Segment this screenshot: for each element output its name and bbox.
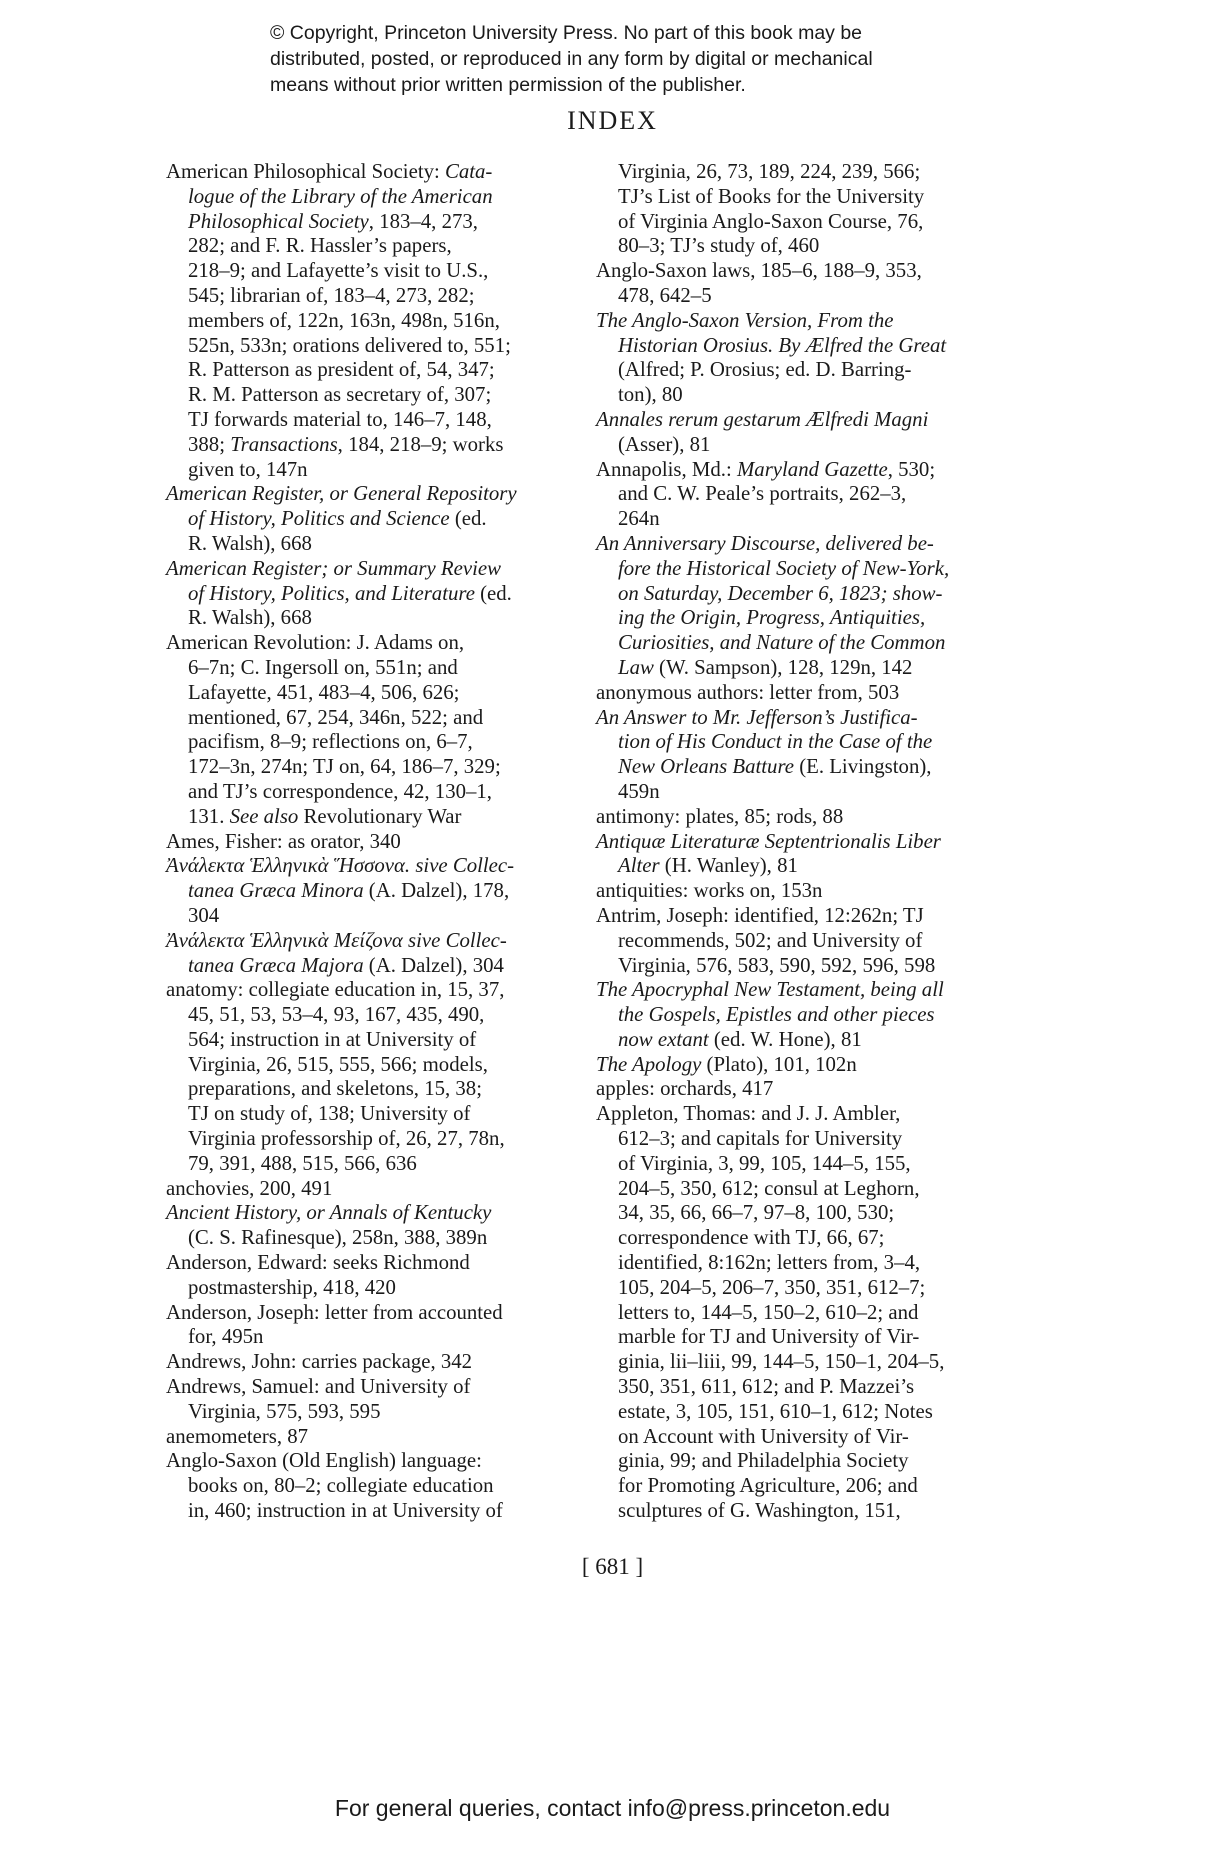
index-line-continuation: [166, 1499, 596, 1524]
index-line-continuation: [166, 582, 596, 607]
entry-text: American Revolution: J. Adams on,: [166, 631, 465, 655]
entry-text: anonymous authors: letter from, 503: [596, 680, 900, 704]
entry-text: anemometers, 87: [166, 1424, 309, 1448]
italic-title: Philosophical Society: [188, 209, 369, 233]
italic-title: American Register, or General Repository: [166, 482, 517, 506]
entry-text: Virginia, 26, 73, 189, 224, 239, 566;: [618, 160, 921, 183]
index-line-continuation: [166, 433, 596, 458]
entry-text: pacifism, 8–9; reflections on, 6–7,: [188, 730, 473, 754]
copyright-notice: [270, 20, 990, 98]
index-line-continuation: [596, 557, 1026, 582]
index-entry-line: [166, 160, 596, 185]
entry-text: (Alfred; P. Orosius; ed. D. Barring-: [618, 358, 912, 382]
index-entry-line: [596, 532, 1026, 557]
index-line-continuation: [596, 1350, 1026, 1375]
entry-text: Virginia, 576, 583, 590, 592, 596, 598: [618, 953, 936, 977]
index-line-continuation: [166, 532, 596, 557]
entry-text: , 183–4, 273,: [368, 209, 478, 233]
entry-text: American Philosophical Society:: [166, 160, 445, 183]
italic-title: now extant: [618, 1027, 709, 1051]
index-line-continuation: [596, 160, 1026, 185]
index-entry-line: [166, 1301, 596, 1326]
italic-title: tanea Græca Majora: [188, 953, 364, 977]
entry-text: 79, 391, 488, 515, 566, 636: [188, 1151, 417, 1175]
index-entry-line: [166, 978, 596, 1003]
entry-text: marble for TJ and University of Vir-: [618, 1325, 920, 1349]
italic-title: Ἀνάλεκτα Ἑλληνικὰ Ἥσσονα. sive Collec-: [166, 854, 515, 878]
italic-title: logue of the Library of the American: [188, 184, 493, 208]
index-line-continuation: [596, 954, 1026, 979]
entry-text: 564; instruction in at University of: [188, 1027, 477, 1051]
entry-text: apples: orchards, 417: [596, 1077, 774, 1101]
entry-text: letters to, 144–5, 150–2, 610–2; and: [618, 1300, 919, 1324]
index-entry-line: [166, 1177, 596, 1202]
entry-text: Virginia, 575, 593, 595: [188, 1399, 381, 1423]
entry-text: 545; librarian of, 183–4, 273, 282;: [188, 283, 475, 307]
italic-title: Ἀνάλεκτα Ἑλληνικὰ Μείζονα sive Collec-: [166, 928, 507, 952]
index-line-continuation: [166, 234, 596, 259]
entry-text: 172–3n, 274n; TJ on, 64, 186–7, 329;: [188, 755, 501, 779]
entry-text: (ed. W. Hone), 81: [708, 1027, 862, 1051]
entry-text: identified, 8:162n; letters from, 3–4,: [618, 1251, 921, 1275]
entry-text: Virginia, 26, 515, 555, 566; models,: [188, 1052, 488, 1076]
index-line-continuation: [596, 730, 1026, 755]
italic-title: fore the Historical Society of New-York,: [618, 556, 950, 580]
index-line-continuation: [596, 482, 1026, 507]
index-line-continuation: [596, 1226, 1026, 1251]
index-line-continuation: [166, 1152, 596, 1177]
index-line-continuation: [166, 755, 596, 780]
italic-title: Historian Orosius. By Ælfred the Great: [618, 333, 947, 357]
index-entry-line: [166, 1251, 596, 1276]
index-entry-line: [596, 408, 1026, 433]
entry-text: 45, 51, 53, 53–4, 93, 167, 435, 490,: [188, 1003, 485, 1027]
index-line-continuation: [596, 656, 1026, 681]
italic-title: Ancient History, or Annals of Kentucky: [166, 1201, 492, 1225]
entry-text: R. M. Patterson as secretary of, 307;: [188, 383, 492, 407]
entry-text: books on, 80–2; collegiate education: [188, 1474, 494, 1498]
index-line-continuation: [596, 1251, 1026, 1276]
entry-text: mentioned, 67, 254, 346n, 522; and: [188, 705, 484, 729]
index-line-continuation: [596, 234, 1026, 259]
index-line-continuation: [596, 334, 1026, 359]
index-entry-line: [166, 854, 596, 879]
index-entry-line: [166, 1449, 596, 1474]
italic-title: the Gospels, Epistles and other pieces: [618, 1003, 935, 1027]
entry-text: 264n: [618, 507, 660, 531]
entry-text: 388;: [188, 432, 231, 456]
entry-text: 80–3; TJ’s study of, 460: [618, 234, 820, 258]
index-line-continuation: [596, 284, 1026, 309]
copyright-line: © Copyright, Princeton University Press. No part of this book may be: [270, 22, 863, 44]
index-line-continuation: [166, 259, 596, 284]
entry-text: Lafayette, 451, 483–4, 506, 626;: [188, 680, 460, 704]
entry-text: Ames, Fisher: as orator, 340: [166, 829, 401, 853]
index-entry-line: [166, 929, 596, 954]
index-line-continuation: [166, 954, 596, 979]
index-line-continuation: [596, 854, 1026, 879]
index-line-continuation: [596, 358, 1026, 383]
index-line-continuation: [596, 780, 1026, 805]
entry-text: (E. Livingston),: [794, 755, 932, 779]
italic-title: Curiosities, and Nature of the Common: [618, 631, 946, 655]
italic-title: Transactions: [230, 432, 338, 456]
index-line-continuation: [596, 1400, 1026, 1425]
index-entry-line: [166, 1350, 596, 1375]
entry-text: ton), 80: [618, 383, 683, 407]
italic-title: The Anglo-Saxon Version, From the: [596, 308, 894, 332]
italic-title: American Register; or Summary Review: [166, 556, 501, 580]
index-line-continuation: [166, 1028, 596, 1053]
entry-text: 34, 35, 66, 66–7, 97–8, 100, 530;: [618, 1201, 895, 1225]
entry-text: Anderson, Joseph: letter from accounted: [166, 1300, 503, 1324]
entry-text: preparations, and skeletons, 15, 38;: [188, 1077, 482, 1101]
entry-text: 525n, 533n; orations delivered to, 551;: [188, 333, 511, 357]
entry-text: , 530;: [887, 457, 936, 481]
copyright-line: distributed, posted, or reproduced in any form by digital or mechanical: [270, 48, 873, 70]
index-line-continuation: [596, 1474, 1026, 1499]
entry-text: of Virginia Anglo-Saxon Course, 76,: [618, 209, 924, 233]
index-line-continuation: [166, 730, 596, 755]
entry-text: (H. Wanley), 81: [659, 854, 798, 878]
index-line-continuation: [596, 1201, 1026, 1226]
entry-text: R. Patterson as president of, 54, 347;: [188, 358, 495, 382]
index-entry-line: [596, 458, 1026, 483]
page-title: INDEX: [567, 106, 658, 135]
index-line-continuation: [596, 383, 1026, 408]
index-line-continuation: [166, 1077, 596, 1102]
index-line-continuation: [166, 780, 596, 805]
italic-title: Cata-: [444, 160, 493, 183]
index-line-continuation: [596, 1325, 1026, 1350]
italic-title: The Apology: [596, 1052, 702, 1076]
index-line-continuation: [166, 1474, 596, 1499]
index-line-continuation: [596, 1152, 1026, 1177]
index-entry-line: [596, 879, 1026, 904]
index-entry-line: [596, 706, 1026, 731]
index-line-continuation: [596, 1499, 1026, 1524]
entry-text: Andrews, John: carries package, 342: [166, 1350, 473, 1374]
italic-title: of History, Politics, and Literature: [188, 581, 475, 605]
entry-text: Anderson, Edward: seeks Richmond: [166, 1251, 470, 1275]
entry-text: on Account with University of Vir-: [618, 1424, 909, 1448]
entry-text: and C. W. Peale’s portraits, 262–3,: [618, 482, 907, 506]
entry-text: Virginia professorship of, 26, 27, 78n,: [188, 1127, 505, 1151]
index-line-continuation: [596, 433, 1026, 458]
italic-title: tion of His Conduct in the Case of the: [618, 730, 933, 754]
index-entry-line: [596, 978, 1026, 1003]
index-entry-line: [596, 1053, 1026, 1078]
index-line-continuation: [166, 458, 596, 483]
entry-text: correspondence with TJ, 66, 67;: [618, 1226, 885, 1250]
italic-title: tanea Græca Minora: [188, 879, 364, 903]
entry-text: 218–9; and Lafayette’s visit to U.S.,: [188, 259, 489, 283]
entry-text: (Plato), 101, 102n: [701, 1052, 857, 1076]
index-entry-line: [166, 482, 596, 507]
index-entry-line: [166, 557, 596, 582]
index-line-continuation: [596, 1177, 1026, 1202]
index-line-continuation: [166, 681, 596, 706]
entry-text: Andrews, Samuel: and University of: [166, 1375, 471, 1399]
index-entry-line: [166, 1201, 596, 1226]
index-line-continuation: [166, 606, 596, 631]
entry-text: TJ forwards material to, 146–7, 148,: [188, 407, 492, 431]
entry-text: , 184, 218–9; works: [337, 432, 504, 456]
entry-text: ginia, lii–liii, 99, 144–5, 150–1, 204–5,: [618, 1350, 945, 1374]
entry-text: Antrim, Joseph: identified, 12:262n; TJ: [596, 903, 924, 927]
italic-title: Law: [618, 655, 654, 679]
index-line-continuation: [596, 755, 1026, 780]
index-entry-line: [596, 830, 1026, 855]
entry-text: R. Walsh), 668: [188, 531, 312, 555]
italic-title: Annales rerum gestarum Ælfredi Magni: [596, 407, 929, 431]
entry-text: estate, 3, 105, 151, 610–1, 612; Notes: [618, 1399, 933, 1423]
index-line-continuation: [166, 904, 596, 929]
index-line-continuation: [596, 1425, 1026, 1450]
entry-text: given to, 147n: [188, 457, 308, 481]
index-entry-line: [596, 1077, 1026, 1102]
italic-title: See also: [229, 804, 299, 828]
index-line-continuation: [166, 507, 596, 532]
entry-text: for, 495n: [188, 1325, 264, 1349]
entry-text: 459n: [618, 779, 660, 803]
index-line-continuation: [596, 1375, 1026, 1400]
index-column-right: [596, 160, 1026, 1524]
index-column-left: [166, 160, 596, 1524]
index-entry-line: [596, 681, 1026, 706]
index-line-continuation: [596, 1301, 1026, 1326]
italic-title: ing the Origin, Progress, Antiquities,: [618, 606, 926, 630]
entry-text: TJ’s List of Books for the University: [618, 184, 925, 208]
index-line-continuation: [166, 1102, 596, 1127]
italic-title: of History, Politics and Science: [188, 507, 450, 531]
entry-text: anchovies, 200, 491: [166, 1176, 333, 1200]
italic-title: The Apocryphal New Testament, being all: [596, 978, 944, 1002]
index-line-continuation: [166, 656, 596, 681]
entry-text: TJ on study of, 138; University of: [188, 1102, 471, 1126]
entry-text: 6–7n; C. Ingersoll on, 551n; and: [188, 655, 458, 679]
entry-text: (W. Sampson), 128, 129n, 142: [653, 655, 913, 679]
index-line-continuation: [166, 383, 596, 408]
index-entry-line: [166, 1425, 596, 1450]
entry-text: 350, 351, 611, 612; and P. Mazzei’s: [618, 1375, 915, 1399]
entry-text: Revolutionary War: [298, 804, 462, 828]
index-entry-line: [596, 309, 1026, 334]
entry-text: R. Walsh), 668: [188, 606, 312, 630]
entry-text: 131.: [188, 804, 230, 828]
index-line-continuation: [166, 1053, 596, 1078]
index-line-continuation: [596, 507, 1026, 532]
index-line-continuation: [596, 606, 1026, 631]
index-line-continuation: [166, 408, 596, 433]
entry-text: Appleton, Thomas: and J. J. Ambler,: [596, 1102, 901, 1126]
entry-text: in, 460; instruction in at University of: [188, 1499, 503, 1523]
index-line-continuation: [596, 582, 1026, 607]
italic-title: An Answer to Mr. Jefferson’s Justifica-: [596, 705, 918, 729]
entry-text: 304: [188, 903, 220, 927]
entry-text: (A. Dalzel), 178,: [363, 879, 510, 903]
entry-text: anatomy: collegiate education in, 15, 37,: [166, 978, 505, 1002]
index-entry-line: [166, 830, 596, 855]
italic-title: Antiquæ Literaturæ Septentrionalis Liber: [596, 829, 941, 853]
entry-text: 612–3; and capitals for University: [618, 1127, 903, 1151]
entry-text: (ed.: [449, 507, 487, 531]
index-line-continuation: [166, 1325, 596, 1350]
index-line-continuation: [166, 805, 596, 830]
index-line-continuation: [596, 1003, 1026, 1028]
italic-title: Alter: [618, 854, 660, 878]
footer-contact: For general queries, contact info@press.princeton.edu: [334, 1795, 891, 1821]
entry-text: and TJ’s correspondence, 42, 130–1,: [188, 779, 492, 803]
italic-title: Maryland Gazette: [736, 457, 888, 481]
index-line-continuation: [166, 358, 596, 383]
index-entry-line: [596, 259, 1026, 284]
italic-title: An Anniversary Discourse, delivered be-: [596, 531, 934, 555]
index-line-continuation: [166, 879, 596, 904]
index-entry-line: [596, 805, 1026, 830]
italic-title: New Orleans Batture: [618, 755, 794, 779]
entry-text: (C. S. Rafinesque), 258n, 388, 389n: [188, 1226, 488, 1250]
entry-text: 478, 642–5: [618, 283, 712, 307]
index-line-continuation: [166, 1127, 596, 1152]
index-line-continuation: [596, 210, 1026, 235]
index-line-continuation: [596, 1127, 1026, 1152]
entry-text: 105, 204–5, 206–7, 350, 351, 612–7;: [618, 1275, 926, 1299]
entry-text: Annapolis, Md.:: [596, 457, 737, 481]
index-line-continuation: [166, 1276, 596, 1301]
index-line-continuation: [166, 706, 596, 731]
index-line-continuation: [596, 631, 1026, 656]
index-line-continuation: [166, 334, 596, 359]
entry-text: (Asser), 81: [618, 432, 711, 456]
copyright-line: means without prior written permission of the publisher.: [270, 74, 746, 96]
entry-text: for Promoting Agriculture, 206; and: [618, 1474, 918, 1498]
index-entry-line: [166, 631, 596, 656]
index-line-continuation: [166, 309, 596, 334]
entry-text: sculptures of G. Washington, 151,: [618, 1499, 901, 1523]
index-line-continuation: [596, 1449, 1026, 1474]
index-line-continuation: [166, 185, 596, 210]
index-line-continuation: [166, 1003, 596, 1028]
index-entry-line: [596, 904, 1026, 929]
index-line-continuation: [166, 284, 596, 309]
entry-text: 204–5, 350, 612; consul at Leghorn,: [618, 1176, 920, 1200]
index-line-continuation: [166, 1226, 596, 1251]
entry-text: Anglo-Saxon laws, 185–6, 188–9, 353,: [596, 259, 922, 283]
entry-text: of Virginia, 3, 99, 105, 144–5, 155,: [618, 1151, 911, 1175]
entry-text: postmastership, 418, 420: [188, 1275, 396, 1299]
entry-text: Anglo-Saxon (Old English) language:: [166, 1449, 482, 1473]
index-line-continuation: [166, 210, 596, 235]
index-line-continuation: [596, 929, 1026, 954]
index-line-continuation: [596, 1028, 1026, 1053]
index-entry-line: [596, 1102, 1026, 1127]
entry-text: (ed.: [474, 581, 512, 605]
entry-text: 282; and F. R. Hassler’s papers,: [188, 234, 452, 258]
index-line-continuation: [166, 1400, 596, 1425]
entry-text: antiquities: works on, 153n: [596, 879, 823, 903]
entry-text: (A. Dalzel), 304: [363, 953, 504, 977]
index-entry-line: [166, 1375, 596, 1400]
index-line-continuation: [596, 1276, 1026, 1301]
entry-text: recommends, 502; and University of: [618, 928, 923, 952]
entry-text: members of, 122n, 163n, 498n, 516n,: [188, 308, 500, 332]
entry-text: antimony: plates, 85; rods, 88: [596, 804, 844, 828]
italic-title: on Saturday, December 6, 1823; show-: [618, 581, 943, 605]
page-number: [ 681 ]: [581, 1554, 644, 1579]
index-line-continuation: [596, 185, 1026, 210]
entry-text: ginia, 99; and Philadelphia Society: [618, 1449, 909, 1473]
